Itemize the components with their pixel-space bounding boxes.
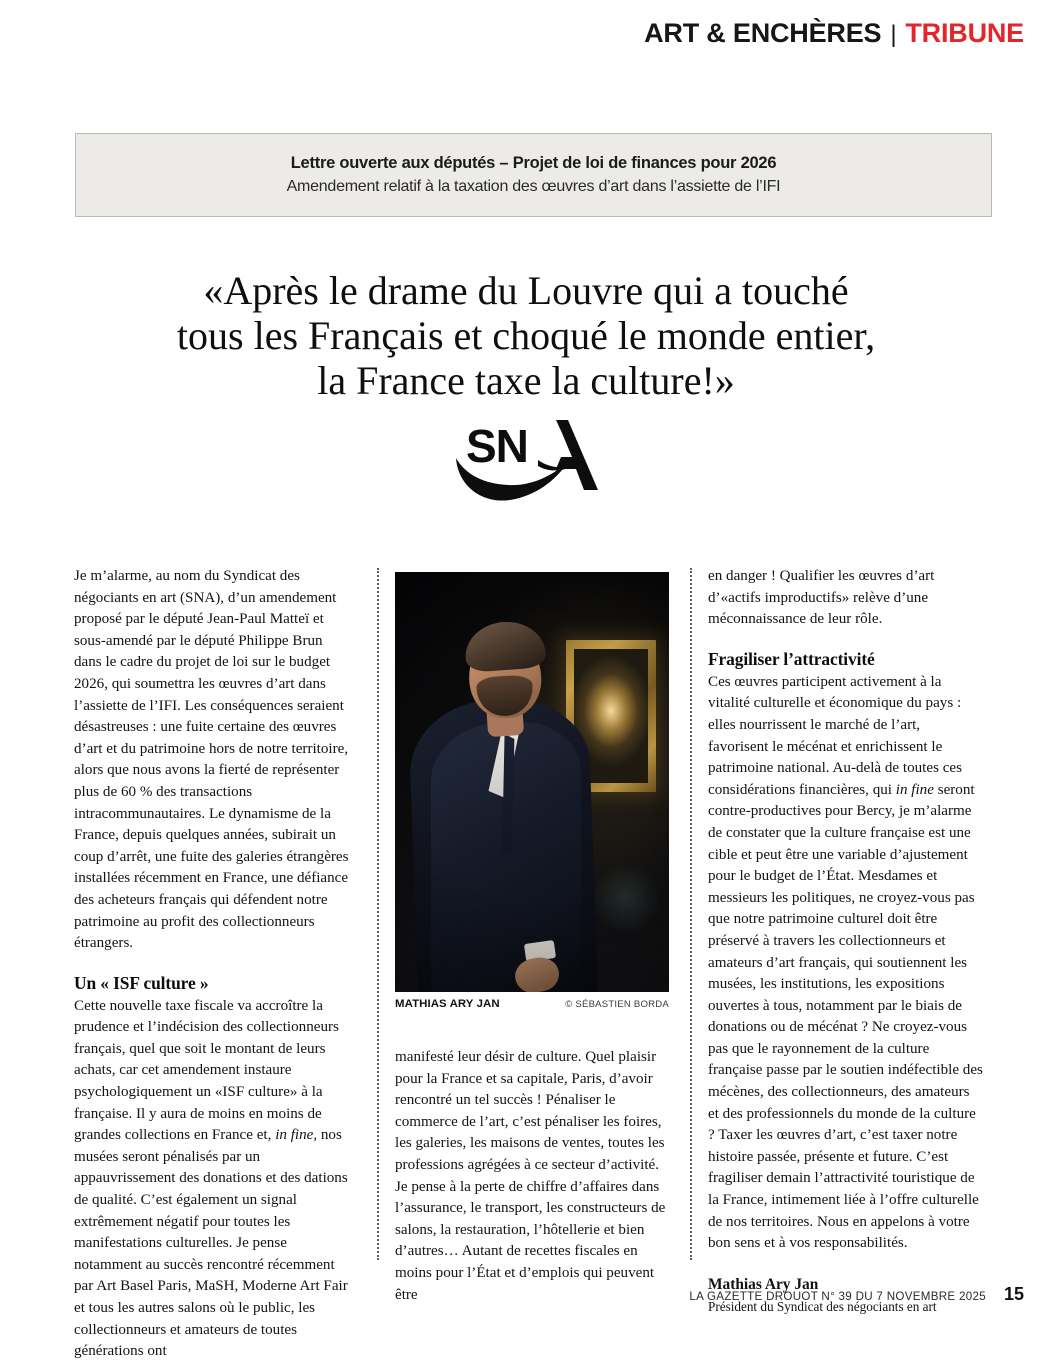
lettre-title: Lettre ouverte aux députés – Projet de loi de finances pour 2026: [290, 154, 777, 172]
photo-caption-row: [395, 998, 669, 1010]
signature-name: Mathias Ary Jan: [708, 1275, 819, 1293]
column2-paragraph-1: manifesté leur désir de culture. Quel plaisir pour la France et sa capitale, Paris, d’avoir rencontré un tel succès ! Pénaliser le commerce de l’art, c’est pénaliser les foires, les galeries, les maisons de ventes, toutes les professions agrégées à ce secteur d’activité. Je pense à la perte de chiffre d’affaires dans l’assurance, le transport, les constructeurs de salons, la restauration, l’hôtellerie et bien d’autres… Autant de recettes fiscales en moins pour l’État et d’emplois qui peuvent être: [395, 1049, 666, 1303]
masthead-kicker: ART & ENCHÈRES: [644, 18, 882, 48]
column3-part1: Ces œuvres participent activement à la vitalité culturelle et économique du pays : elles nourrissent le marché de l’art, favorisent le mécénat et enrichissent le patrimoine national. Au-delà de toutes ces considérations financières, qui: [708, 673, 962, 798]
column-divider-2: [690, 568, 692, 1260]
photo-caption-name: MATHIAS ARY JAN: [395, 998, 500, 1010]
svg-text:SN: SN: [466, 420, 528, 472]
signature-role: Président du Syndicat des négociants en art: [708, 1299, 937, 1315]
column3-paragraph: [708, 672, 984, 1255]
column-divider-1: [377, 568, 379, 1260]
column1-paragraph-1: Je m’alarme, au nom du Syndicat des négociants en art (SNA), d’un amendement proposé par le député Jean-Paul Matteï et sous-amendé par le député Philippe Brun dans le cadre du projet de loi sur le budget 2026, qui soumettra les œuvres d’art dans l’assiette de l’IFI. Les conséquences seraient désastreuses : une fuite certaine des œuvres d’art et du patrimoine hors de notre territoire, alors que nous avons la fierté de représenter plus de 60 % des transactions intracommunautaires. Le dynamisme de la France, depuis quelques années, subirait un coup d’arrêt, une fuite des galeries étrangères installées récemment en France, une défiance des acheteurs français qui défendent notre patrimoine au profit des collectionneurs étrangers.: [74, 568, 349, 952]
page-headline: [90, 268, 962, 403]
column3-intro: en danger ! Qualifier les œuvres d’art d’«actifs improductifs» relève d’une méconnaissance de leur rôle.: [708, 568, 935, 628]
article-photo-block: [395, 572, 669, 1010]
headline-line-1: «Après le drame du Louvre qui a touché: [203, 268, 849, 313]
photo-credit: © SÉBASTIEN BORDA: [565, 999, 669, 1010]
masthead-separator: |: [890, 21, 897, 48]
article-column-3: [708, 566, 984, 1316]
column1-italic-phrase: in fine,: [275, 1127, 318, 1144]
headline-line-3: la France taxe la culture!»: [317, 358, 735, 403]
sna-logo: [452, 412, 617, 512]
portrait-photo: [395, 572, 669, 992]
column1-p2-part1: Cette nouvelle taxe fiscale va accroître la prudence et l’indécision des collectionneurs français, quel que soit le montant de leurs achats, car cet amendement instaure psychologiquement un «ISF culture» à la française. Il y aura de moins en moins de grandes collections en France et,: [74, 997, 339, 1144]
lettre-ouverte-box: [75, 133, 992, 217]
masthead-section: TRIBUNE: [905, 18, 1024, 48]
column3-italic-phrase: in fine: [895, 781, 934, 798]
footer-page-number: 15: [1003, 1284, 1024, 1304]
article-column-2: [395, 1047, 671, 1306]
column1-p2-part2: nos musées seront pénalisés par un appauvrissement des donations et des dations de qualité. C’est également un signal extrêmement négatif pour toutes les manifestations culturelles. Je pense notamment au succès rencontré récemment par Art Basel Paris, MaSH, Moderne Art Fair et tous les autres salons où le public, les collectionneurs et amateurs de toutes générations ont: [74, 1127, 348, 1360]
article-column-1: [74, 566, 350, 1363]
column1-paragraph-2: [74, 996, 350, 1363]
column3-part2: seront contre-productives pour Bercy, je m’alarme de constater que la culture française est une cible et peut être une variable d’ajustement pour le budget de l’État. Mesdames et messieurs les politiques, ne croyez-vous pas que notre patrimoine culturel doit être préservé à travers les collectionneurs et amateurs d’art français, qui soutiennent les musées, les institutions, les expositions ouvertes à tous, notamment par le biais de donations ou de mécénat ? Ne croyez-vous pas que le rayonnement de la culture française passe par le soutien indéfectible des mécènes, des collectionneurs, des amateurs et des professionnels du monde de la culture ? Taxer les œuvres d’art, c’est taxer notre histoire passée, présente et future. C’est fragiliser demain l’attractivité touristique de la France, intimement liée à l’offre culturelle de nos territoires. Nous en appelons à votre bon sens et à vos responsabilités.: [708, 781, 983, 1252]
lettre-subtitle: Amendement relatif à la taxation des œuvres d’art dans l’assiette de l’IFI: [286, 178, 781, 195]
headline-line-2: tous les Français et choqué le monde entier,: [176, 313, 876, 358]
page-footer: [689, 1284, 1024, 1305]
photo-vignette: [395, 572, 669, 992]
footer-publication: LA GAZETTE DROUOT N° 39 DU 7 NOVEMBRE 2025: [689, 1290, 986, 1303]
column1-subhead: Un « ISF culture »: [74, 972, 209, 993]
column3-subhead: Fragiliser l’attractivité: [708, 648, 875, 669]
masthead: [644, 18, 1024, 49]
